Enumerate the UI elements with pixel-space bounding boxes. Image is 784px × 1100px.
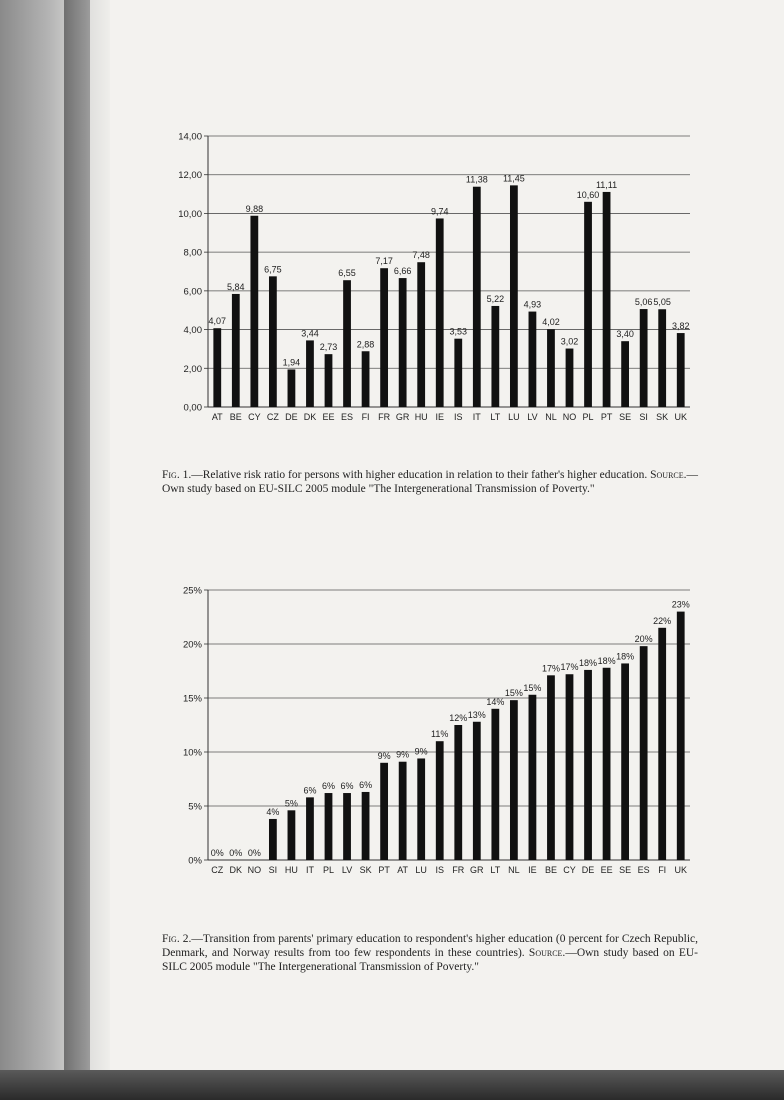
fig2-xtick-label-lu: LU [415, 865, 427, 875]
fig2-xtick-label-gr: GR [470, 865, 484, 875]
fig1-xtick-label-cz: CZ [266, 412, 279, 422]
fig1-data-label-ee: 2,73 [319, 342, 338, 353]
fig2-xtick-label-hu: HU [284, 865, 298, 875]
fig1-xtick-label-es: ES [341, 412, 354, 422]
fig1-data-label-is: 3,53 [449, 326, 468, 337]
fig1-ytick-label: 14,00 [178, 131, 202, 143]
fig1-xtick-label-lt: LT [490, 412, 501, 422]
fig1-xtick-label-at: AT [211, 412, 223, 422]
fig2-bar-hu [288, 810, 296, 860]
figure2-caption-label: Fig. 2. [162, 933, 192, 945]
figure1-caption-label: Fig. 1. [162, 469, 192, 481]
fig2-ytick-label: 25% [182, 585, 202, 597]
fig2-bar-fr [454, 725, 462, 860]
fig2-xtick-label-ee: EE [600, 865, 613, 875]
fig2-xtick-label-uk: UK [674, 865, 687, 875]
fig1-xtick-label-dk: DK [303, 412, 317, 422]
fig1-data-label-no: 3,02 [560, 336, 579, 347]
fig2-xtick-label-fr: FR [452, 865, 465, 875]
fig2-xtick-label-sk: SK [359, 865, 372, 875]
fig2-bar-es [640, 646, 648, 860]
fig1-xtick-label-gr: GR [395, 412, 410, 422]
fig1-data-label-si: 5,06 [634, 297, 653, 308]
fig1-xtick-label-fr: FR [378, 412, 391, 422]
fig2-xtick-label-pt: PT [378, 865, 390, 875]
fig2-ytick-label: 0% [188, 855, 202, 867]
fig1-data-label-sk: 5,05 [653, 297, 671, 308]
fig2-bar-se [621, 663, 629, 860]
fig1-data-label-uk: 3,82 [671, 321, 690, 332]
figure1-source-text: —Own study based on EU-SILC 2005 module "The Intergenerational Transmission of Poverty." [162, 469, 699, 495]
fig1-data-label-gr: 6,66 [393, 266, 412, 277]
fig1-xtick-label-be: BE [229, 412, 242, 422]
fig2-data-label-ee: 18% [597, 655, 616, 666]
fig2-bar-si [269, 819, 277, 860]
fig1-data-label-fi: 2,88 [356, 339, 375, 350]
fig2-bar-lu [417, 758, 425, 860]
fig2-data-label-pl: 6% [321, 781, 336, 792]
fig2-data-label-ie: 15% [523, 682, 542, 693]
figure1-source-label: Source. [650, 469, 687, 481]
fig2-data-label-uk: 23% [671, 599, 690, 610]
fig2-data-label-no: 0% [247, 848, 261, 858]
fig1-xtick-label-cy: CY [248, 412, 261, 422]
fig2-bar-sk [362, 792, 370, 860]
figure2-source-text: —Own study based on EU-SILC 2005 module "The Intergenerational Transmission of Poverty." [162, 947, 698, 973]
fig1-ytick-label: 2,00 [183, 363, 202, 375]
fig2-data-label-at: 9% [396, 749, 410, 760]
fig2-data-label-be: 17% [541, 663, 560, 674]
fig2-ytick-label: 20% [182, 639, 202, 651]
fig1-ytick-label: 12,00 [178, 170, 202, 182]
page-bottom-edge [0, 1070, 784, 1100]
figure1-caption [162, 468, 698, 496]
fig1-xtick-label-de: DE [285, 412, 298, 422]
fig1-data-label-lv: 4,93 [523, 299, 542, 310]
fig1-ytick-label: 8,00 [183, 247, 202, 259]
fig2-bar-nl [510, 700, 518, 860]
fig2-xtick-label-lv: LV [341, 865, 353, 875]
figure1-caption-text: —Relative risk ratio for persons with higher education in relation to their father's higher education. [191, 469, 648, 481]
fig1-ytick-label: 10,00 [178, 208, 202, 220]
fig2-bar-pt [380, 763, 388, 860]
fig2-bar-gr [473, 722, 481, 860]
fig2-data-label-fi: 22% [653, 615, 672, 626]
fig1-xtick-label-ie: IE [435, 412, 444, 422]
fig2-bar-be [547, 675, 555, 860]
fig2-bar-is [436, 741, 444, 860]
fig2-data-label-cy: 17% [560, 662, 579, 673]
fig1-data-label-pl: 10,60 [576, 189, 600, 200]
fig1-data-label-nl: 4,02 [542, 317, 560, 328]
fig2-data-label-lu: 9% [414, 746, 428, 757]
fig2-xtick-label-fi: FI [658, 865, 667, 875]
fig1-data-label-se: 3,40 [616, 329, 634, 340]
fig1-xtick-label-ee: EE [322, 412, 335, 422]
fig2-bar-ee [603, 668, 611, 860]
fig1-xtick-label-pt: PT [600, 412, 613, 422]
fig2-bar-uk [677, 612, 685, 860]
fig2-data-label-lt: 14% [486, 696, 505, 707]
fig2-xtick-label-cz: CZ [211, 865, 224, 875]
fig1-data-label-pt: 11,11 [595, 179, 618, 190]
figure2-caption-text: —Transition from parents' primary education to respondent's higher education (0 percent for Czech Republic, Denmark, and Norway results from too few respondents in these countries). [162, 933, 699, 959]
fig1-data-label-hu: 7,48 [412, 250, 430, 261]
fig1-data-label-cz: 6,75 [264, 264, 282, 275]
figure2-caption [162, 932, 698, 974]
fig2-data-label-es: 20% [634, 634, 653, 645]
fig1-data-label-be: 5,84 [227, 281, 245, 292]
fig1-xtick-label-pl: PL [582, 412, 594, 422]
fig2-xtick-label-no: NO [247, 865, 262, 875]
fig1-xtick-label-si: SI [639, 412, 648, 422]
fig2-xtick-label-cy: CY [563, 865, 576, 875]
fig1-xtick-label-se: SE [619, 412, 632, 422]
fig2-xtick-label-dk: DK [229, 865, 243, 875]
fig2-bar-ie [529, 695, 537, 860]
fig1-data-label-de: 1,94 [282, 357, 301, 368]
fig2-data-label-sk: 6% [359, 779, 373, 790]
fig1-data-label-at: 4,07 [208, 316, 227, 327]
fig1-xtick-label-fi: FI [361, 412, 370, 422]
fig2-xtick-label-pl: PL [322, 865, 335, 875]
fig2-xtick-label-nl: NL [508, 865, 520, 875]
figure2-source-label: Source. [528, 947, 566, 959]
fig2-data-label-de: 18% [579, 657, 598, 668]
fig1-xtick-label-it: IT [472, 412, 481, 422]
fig2-xtick-label-is: IS [435, 865, 444, 875]
fig2-bar-pl [325, 793, 333, 860]
fig2-xtick-label-it: IT [305, 865, 314, 875]
fig1-data-label-fr: 7,17 [375, 256, 393, 267]
fig2-data-label-gr: 13% [467, 709, 486, 720]
fig2-data-label-hu: 5% [284, 798, 298, 809]
fig2-bar-at [399, 762, 407, 860]
fig2-data-label-it: 6% [303, 785, 317, 796]
fig2-data-label-cz: 0% [210, 848, 224, 858]
fig1-xtick-label-lu: LU [508, 412, 520, 422]
fig2-xtick-label-si: SI [268, 865, 278, 875]
fig1-data-label-es: 6,55 [338, 268, 356, 279]
fig2-xtick-label-lt: LT [490, 865, 501, 875]
fig1-xtick-label-hu: HU [414, 412, 428, 422]
fig2-data-label-si: 4% [266, 806, 280, 817]
fig2-data-label-se: 18% [616, 651, 635, 662]
fig2-bar-fi [658, 628, 666, 860]
fig2-data-label-dk: 0% [229, 848, 243, 858]
fig2-xtick-label-be: BE [544, 865, 557, 875]
fig2-bar-it [306, 797, 314, 860]
fig1-data-label-it: 11,38 [465, 174, 488, 185]
fig1-xtick-label-is: IS [454, 412, 463, 422]
fig2-xtick-label-es: ES [637, 865, 650, 875]
fig2-xtick-label-ie: IE [528, 865, 537, 875]
fig2-ytick-label: 10% [182, 747, 202, 759]
fig1-data-label-ie: 9,74 [430, 206, 449, 217]
fig2-data-label-pt: 9% [377, 750, 391, 761]
fig2-xtick-label-se: SE [619, 865, 632, 875]
fig1-data-label-dk: 3,44 [301, 328, 319, 339]
fig1-ytick-label: 6,00 [183, 286, 202, 298]
fig1-ytick-label: 0,00 [183, 402, 202, 414]
fig2-xtick-label-at: AT [397, 865, 409, 875]
fig2-bar-lv [343, 793, 351, 860]
fig2-bar-cy [566, 674, 574, 860]
fig1-data-label-cy: 9,88 [245, 203, 264, 214]
fig1-data-label-lt: 5,22 [486, 293, 505, 304]
fig1-xtick-label-no: NO [562, 412, 577, 422]
fig2-data-label-nl: 15% [504, 688, 523, 699]
fig1-ytick-label: 4,00 [183, 325, 202, 337]
fig2-ytick-label: 5% [188, 801, 202, 813]
fig1-xtick-label-lv: LV [527, 412, 538, 422]
fig2-data-label-fr: 12% [449, 713, 468, 723]
fig1-xtick-label-uk: UK [674, 412, 687, 422]
fig1-data-label-lu: 11,45 [502, 173, 525, 184]
fig1-xtick-label-sk: SK [656, 412, 669, 422]
fig2-bar-lt [491, 709, 499, 860]
fig2-data-label-lv: 6% [340, 781, 354, 792]
fig2-bar-de [584, 670, 592, 860]
fig2-ytick-label: 15% [182, 693, 202, 705]
fig2-xtick-label-de: DE [581, 865, 595, 875]
fig1-xtick-label-nl: NL [545, 412, 557, 422]
fig2-data-label-is: 11% [431, 729, 449, 740]
